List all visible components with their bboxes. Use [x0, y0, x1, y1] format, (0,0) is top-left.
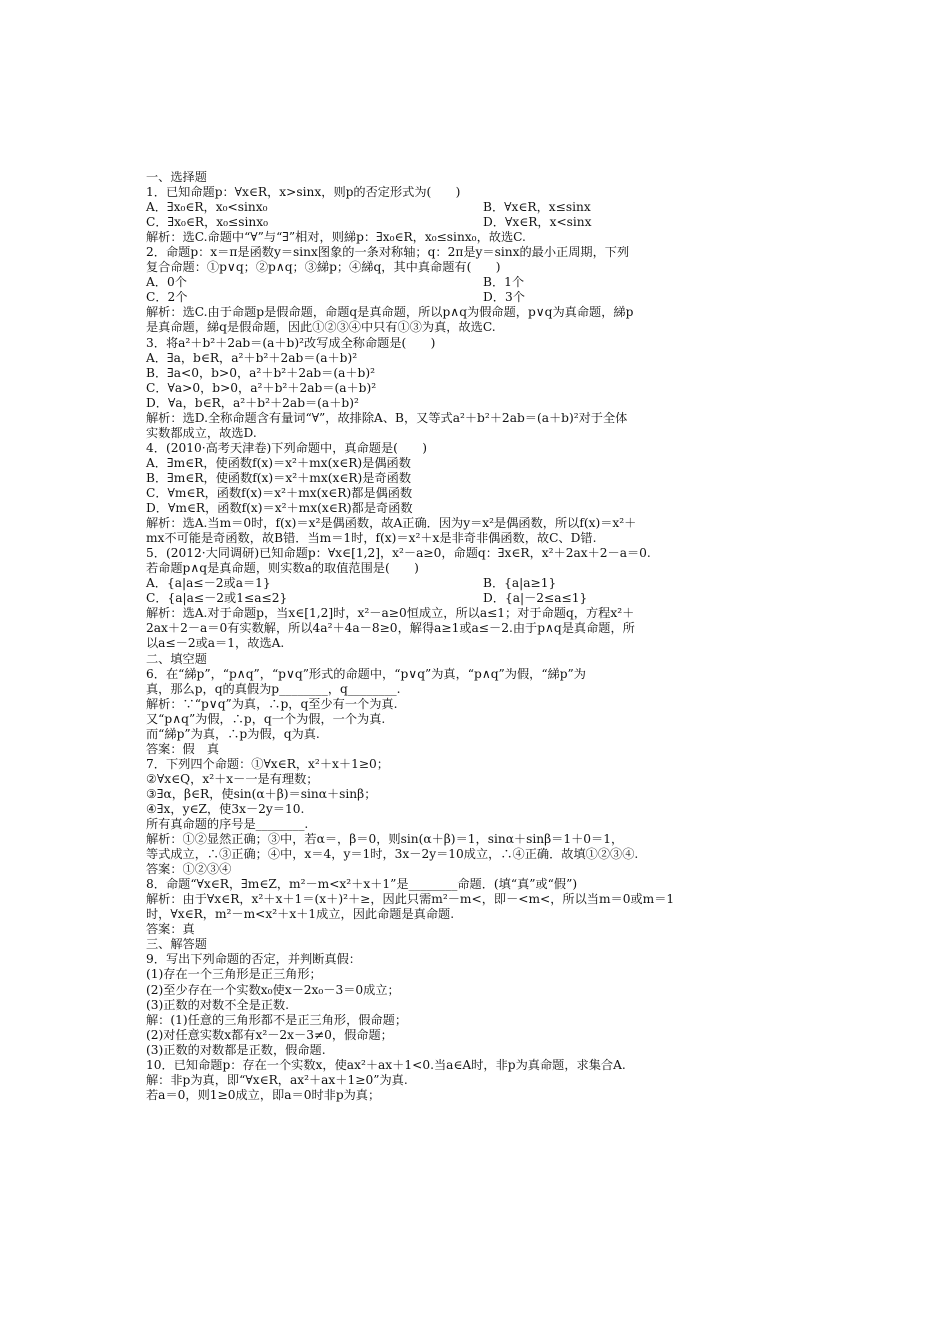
- text-line: 一、选择题: [146, 170, 207, 184]
- text-line: 6．在“綈p”，“p∧q”，“p∨q”形式的命题中，“p∨q”为真，“p∧q”为假，“綈p”为: [146, 666, 586, 681]
- option-row: [146, 290, 810, 305]
- text-line: 解析：选A.对于命题p，当x∈[1,2]时，x²－a≥0恒成立，所以a≤1；对于命题q，方程x²＋: [146, 606, 635, 621]
- text-line: 以a≤－2或a＝1，故选A.: [146, 636, 285, 651]
- text-line: 解：(1)任意的三角形都不是正三角形，假命题；: [146, 1012, 408, 1027]
- text-line: 三、解答题: [146, 937, 207, 952]
- text-line: (1)存在一个三角形是正三角形；: [146, 967, 322, 982]
- text-line: 10．已知命题p：存在一个实数x，使ax²＋ax＋1<0.当a∈A时，非p为真命题，求集合A.: [146, 1057, 626, 1072]
- text-line: 2ax＋2－a＝0有实数解，所以4a²＋4a－8≥0，解得a≥1或a≤－2.由于p∧q是真命题，所: [146, 621, 635, 636]
- text-line: 答案：假 真: [146, 741, 220, 756]
- text-line: 是真命题，綈q是假命题，因此①②③④中只有①③为真，故选C.: [146, 320, 496, 335]
- option-row: [146, 215, 810, 230]
- text-line: 又“p∧q”为假，∴p，q一个为假，一个为真.: [146, 711, 386, 726]
- text-line: (3)正数的对数都是正数，假命题.: [146, 1042, 326, 1057]
- option-row: [146, 275, 810, 290]
- option-right: D．∀x∈R，x<sinx: [483, 215, 592, 230]
- text-line: 9．写出下列命题的否定，并判断真假：: [146, 952, 361, 967]
- text-line: 答案：真: [146, 922, 195, 937]
- text-line: C．∀a>0，b>0，a²＋b²＋2ab＝(a＋b)²: [146, 380, 377, 395]
- text-line: 时，∀x∈R，m²－m<x²＋x＋1成立，因此命题是真命题.: [146, 907, 455, 922]
- option-right: D．3个: [483, 290, 525, 305]
- option-left: C．∃x₀∈R，x₀≤sinx₀: [146, 215, 268, 230]
- text-line: 8．命题“∀x∈R，∃m∈Z，m²－m<x²＋x＋1”是________命题．(填“真”或“假”): [146, 877, 578, 892]
- text-line: ③∃α，β∈R，使sin(α＋β)＝sinα＋sinβ；: [146, 786, 377, 801]
- option-row: [146, 200, 810, 215]
- text-line: 2．命题p：x＝π是函数y＝sinx图象的一条对称轴；q：2π是y＝sinx的最小正周期，下列: [146, 245, 630, 260]
- text-line: 5．(2012·大同调研)已知命题p：∀x∈[1,2]，x²－a≥0，命题q：∃x∈R，x²＋2ax＋2－a＝0.: [146, 546, 651, 561]
- option-left: A．0个: [146, 275, 187, 290]
- text-line: 二、填空题: [146, 651, 207, 666]
- text-line: ④∃x，y∈Z，使3x－2y＝10.: [146, 801, 305, 816]
- text-line: 解析：①②显然正确；③中，若α＝，β＝0，则sin(α＋β)＝1，sinα＋sinβ＝1＋0＝1，: [146, 832, 624, 847]
- text-line: 复合命题：①p∨q；②p∧q；③綈p；④綈q，其中真命题有( ): [146, 260, 501, 275]
- text-line: 若命题p∧q是真命题，则实数a的取值范围是( ): [146, 561, 419, 576]
- text-line: 解析：选D.全称命题含有量词“∀”，故排除A、B，又等式a²＋b²＋2ab＝(a＋b)²对于全体: [146, 410, 628, 425]
- text-line: 解析：选C.由于命题p是假命题，命题q是真命题，所以p∧q为假命题，p∨q为真命题，綈p: [146, 305, 634, 320]
- text-line: A．∃a，b∈R，a²＋b²＋2ab＝(a＋b)²: [146, 350, 358, 365]
- text-line: 7．下列四个命题：①∀x∈R，x²＋x＋1≥0；: [146, 756, 389, 771]
- text-line: ②∀x∈Q，x²＋x－一是有理数；: [146, 771, 319, 786]
- option-right: B．∀x∈R，x≤sinx: [483, 200, 591, 215]
- text-line: 等式成立，∴③正确；④中，x＝4，y＝1时，3x－2y＝10成立，∴④正确．故填①②③④.: [146, 847, 639, 862]
- text-line: 解析：选A.当m＝0时，f(x)＝x²是偶函数，故A正确．因为y＝x²是偶函数，所以f(x)＝x²＋: [146, 516, 637, 531]
- text-line: 若a＝0，则1≥0成立，即a＝0时非p为真；: [146, 1087, 381, 1102]
- text-line: B．∃m∈R，使函数f(x)＝x²＋mx(x∈R)是奇函数: [146, 470, 412, 485]
- document-page: [146, 170, 810, 1103]
- text-line: 解：非p为真，即“∀x∈R，ax²＋ax＋1≥0”为真.: [146, 1072, 408, 1087]
- option-row: [146, 576, 810, 591]
- option-right: D．{a|－2≤a≤1}: [483, 591, 588, 606]
- option-left: C．2个: [146, 290, 188, 305]
- option-row: [146, 591, 810, 606]
- text-line: 解析：由于∀x∈R，x²＋x＋1＝(x＋)²＋≥，因此只需m²－m<，即－<m<，所以当m＝0或m＝1: [146, 892, 675, 907]
- option-left: A．{a|a≤－2或a＝1}: [146, 576, 271, 591]
- text-line: 答案：①②③④: [146, 862, 232, 877]
- text-line: D．∀a，b∈R，a²＋b²＋2ab＝(a＋b)²: [146, 395, 359, 410]
- text-line: 4．(2010·高考天津卷)下列命题中，真命题是( ): [146, 440, 428, 455]
- text-line: 实数都成立，故选D.: [146, 425, 257, 440]
- text-line: (2)对任意实数x都有x²－2x－3≠0，假命题；: [146, 1027, 393, 1042]
- text-line: 3．将a²＋b²＋2ab＝(a＋b)²改写成全称命题是( ): [146, 335, 436, 350]
- option-left: C．{a|a≤－2或1≤a≤2}: [146, 591, 288, 606]
- text-line: (3)正数的对数不全是正数.: [146, 997, 290, 1012]
- text-line: 而“綈p”为真，∴p为假，q为真.: [146, 726, 320, 741]
- text-line: D．∀m∈R，函数f(x)＝x²＋mx(x∈R)都是奇函数: [146, 501, 413, 516]
- text-line: (2)至少存在一个实数x₀使x－2x₀－3＝0成立；: [146, 982, 400, 997]
- text-line: 1．已知命题p：∀x∈R，x>sinx，则p的否定形式为( ): [146, 185, 461, 200]
- text-line: 解析：选C.命题中“∀”与“∃”相对，则綈p：∃x₀∈R，x₀≤sinx₀，故选C.: [146, 230, 526, 245]
- option-left: A．∃x₀∈R，x₀<sinx₀: [146, 200, 268, 215]
- option-right: B．1个: [483, 275, 525, 290]
- text-line: 真，那么p，q的真假为p________，q________.: [146, 681, 401, 696]
- text-line: mx不可能是奇函数，故B错．当m＝1时，f(x)＝x²＋x是非奇非偶函数，故C、D错.: [146, 531, 597, 546]
- text-line: B．∃a<0，b>0，a²＋b²＋2ab＝(a＋b)²: [146, 365, 376, 380]
- text-line: C．∀m∈R，函数f(x)＝x²＋mx(x∈R)都是偶函数: [146, 485, 413, 500]
- text-line: 解析：∵“p∨q”为真，∴p，q至少有一个为真.: [146, 696, 398, 711]
- text-line: A．∃m∈R，使函数f(x)＝x²＋mx(x∈R)是偶函数: [146, 455, 411, 470]
- text-line: 所有真命题的序号是________.: [146, 817, 309, 832]
- option-right: B．{a|a≥1}: [483, 576, 557, 591]
